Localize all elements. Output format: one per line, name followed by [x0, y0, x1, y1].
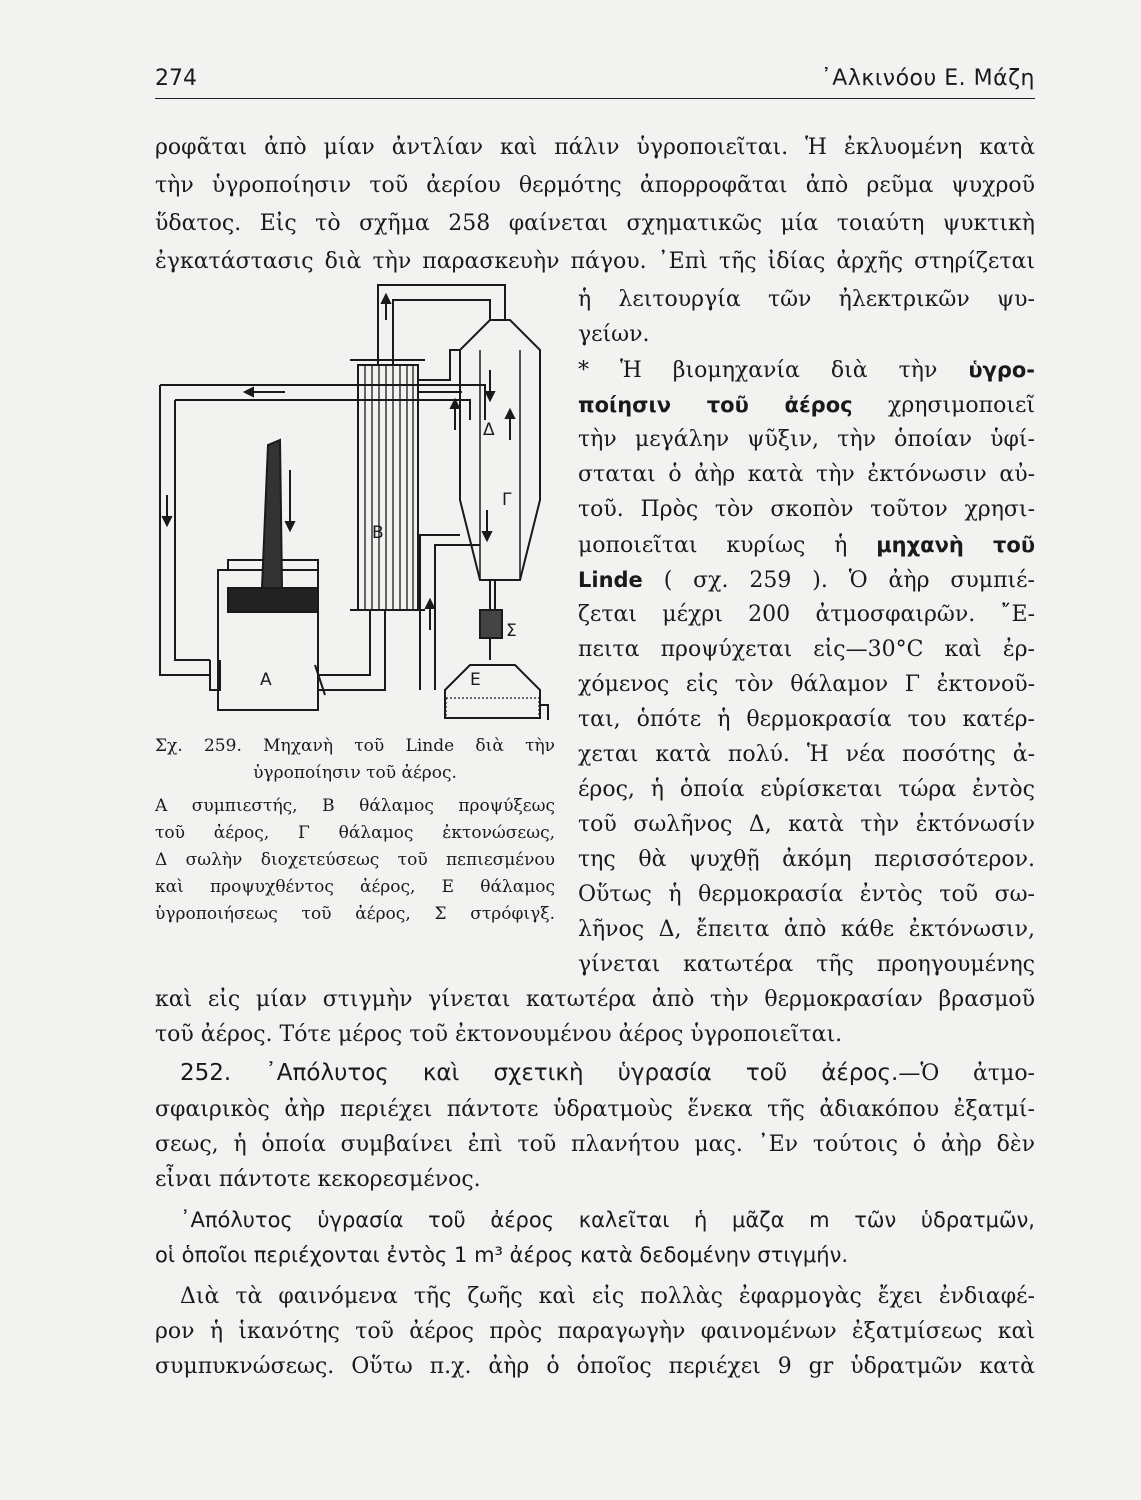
body-line: ἐγκατάστασις διὰ τὴν παρασκευὴν πάγου. ᾿Επὶ τῆς ἰδίας ἀρχῆς στηρίζεται	[155, 249, 1035, 274]
section-heading	[180, 1058, 1035, 1089]
arrow-head	[483, 532, 491, 540]
figure-caption-legend: Δ σωλὴν διοχετεύσεως τοῦ πεπιεσμένου	[155, 850, 555, 870]
arrow-head	[286, 522, 294, 530]
body-line: ροφᾶται ἀπὸ μίαν ἀντλίαν καὶ πάλιν ὑγροποιεῖται. Ἡ ἐκλυομένη κατὰ	[155, 135, 1035, 160]
column-line: ται, ὁπότε ἡ θερμοκρασία του κατέρ-	[578, 707, 1035, 732]
column-line: έρος, ἡ ὁποία εὑρίσκεται τώρα ἐντὸς	[578, 777, 1035, 802]
column-line: ζεται μέχρι 200 ἀτμοσφαιρῶν. ῎Ε-	[578, 602, 1035, 627]
label-compressor: A	[260, 670, 272, 690]
label-stopcock: Σ	[506, 621, 517, 641]
arrow-head	[382, 295, 390, 303]
outlet-tap	[540, 705, 548, 720]
column-line: χόμενος εἰς τὸν θάλαμον Γ ἐκτονοῦ-	[578, 672, 1035, 697]
arrow-head	[506, 410, 514, 418]
body-line: τὴν ὑγροποίησιν τοῦ ἀερίου θερμότης ἀπορροφᾶται ἀπὸ ρεῦμα ψυχροῦ	[155, 173, 1035, 198]
text-run: χρησιμοποιεῖ	[852, 393, 1036, 418]
arrow-head	[486, 392, 494, 400]
label-liquefaction-chamber: E	[470, 670, 481, 690]
stopcock-valve	[480, 610, 502, 638]
body-line: Διὰ τὰ φαινόμενα τῆς ζωῆς καὶ εἰς πολλὰς ἐφαρμογὰς ἔχει ἐνδιαφέ-	[180, 1284, 1035, 1309]
figure-caption-legend: καὶ προψυχθέντος ἀέρος, Ε θάλαμος	[155, 877, 555, 897]
arrow-head	[426, 600, 434, 608]
feed-pipe	[318, 610, 370, 675]
figure-caption-legend: Α συμπιεστής, Β θάλαμος προψύξεως	[155, 796, 555, 816]
running-head-author: ᾿Αλκινόου Ε. Μάζη	[820, 66, 1035, 91]
column-line	[578, 565, 1035, 596]
section-title-rest: —Ὁ ἀτμο-	[898, 1061, 1035, 1086]
liquefaction-chamber	[445, 665, 540, 718]
column-line: λῆνος Δ, ἔπειτα ἀπὸ κάθε ἐκτόνωσιν,	[578, 917, 1035, 942]
body-line: συμπυκνώσεως. Οὕτω π.χ. ἀὴρ ὁ ὁποῖος περιέχει 9 gr ὑδρατμῶν κατὰ	[155, 1354, 1035, 1379]
arrow-head	[245, 388, 253, 396]
precooling-chamber	[358, 365, 418, 610]
column-line: γίνεται κατωτέρα τῆς προηγουμένης	[578, 952, 1035, 977]
column-line: πειτα προψύχεται εἰς—30°C καὶ ἐρ-	[578, 637, 1035, 662]
bold-term: ὑγρο-	[968, 358, 1035, 382]
return-pipe-top-inner	[175, 400, 470, 420]
body-line: τοῦ ἀέρος. Τότε μέρος τοῦ ἐκτονουμένου ἀέρος ὑγροποιεῖται.	[155, 1022, 843, 1047]
figure-caption-legend: ὑγροποιήσεως τοῦ ἀέρος, Σ στρόφιγξ.	[155, 904, 555, 924]
label-precooling-chamber: B	[372, 523, 384, 543]
figure-caption-title-cont: ὑγροποίησιν τοῦ ἀέρος.	[253, 763, 457, 783]
column-line: τὴν μεγάλην ψῦξιν, τὴν ὁποίαν ὑφί-	[578, 427, 1035, 452]
figure-caption-legend: τοῦ ἀέρος, Γ θάλαμος ἐκτονώσεως,	[155, 823, 555, 843]
column-line	[578, 390, 1035, 421]
label-expansion-chamber: Γ	[502, 490, 512, 510]
bold-term: Linde	[578, 568, 643, 592]
column-line	[578, 530, 1035, 561]
arrow-head	[163, 517, 171, 525]
body-line: σεως, ἡ ὁποία συμβαίνει ἐπὶ τοῦ πλανήτου μας. ᾿Εν τούτοις ὁ ἀὴρ δὲν	[155, 1132, 1035, 1157]
body-line: ὕδατος. Εἰς τὸ σχῆμα 258 φαίνεται σχηματικῶς μία τοιαύτη ψυκτικὴ	[155, 211, 1035, 236]
compressor-piston	[228, 588, 318, 612]
definition-line: οἱ ὁποῖοι περιέχονται ἐντὸς 1 m³ ἀέρος κατὰ δεδομένην στιγμήν.	[155, 1243, 848, 1267]
down-pipe	[435, 545, 480, 690]
column-line: της θὰ ψυχθῇ ἀκόμη περισσότερον.	[578, 847, 1035, 872]
column-line: γείων.	[578, 322, 650, 347]
definition-line: ᾿Απόλυτος ὑγρασία τοῦ ἀέρος καλεῖται ἡ μᾶζα m τῶν ὑδρατμῶν,	[180, 1208, 1035, 1232]
liquid-air	[446, 698, 539, 718]
column-line: τοῦ. Πρὸς τὸν σκοπὸν τοῦτον χρησι-	[578, 497, 1035, 522]
text-run: ( σχ. 259 ). Ὁ ἀὴρ συμπιέ-	[642, 568, 1035, 593]
column-line: χεται κατὰ πολύ. Ἡ νέα ποσότης ἀ-	[578, 742, 1035, 767]
return-pipe-top	[160, 385, 485, 420]
bold-term: ποίησιν τοῦ ἀέρος	[578, 393, 853, 417]
return-pipe-left-inner	[175, 400, 210, 660]
body-line: εἶναι πάντοτε κεκορεσμένος.	[155, 1167, 481, 1192]
chamber-tubes	[365, 365, 413, 610]
top-pipe-inner	[393, 300, 490, 365]
label-delivery-tube: Δ	[483, 420, 495, 440]
expansion-chamber	[460, 320, 540, 580]
piston-rod	[262, 440, 282, 588]
down-pipe-inner	[420, 535, 460, 690]
column-line: σταται ὁ ἀὴρ κατὰ τὴν ἐκτόνωσιν αὐ-	[578, 462, 1035, 487]
linde-machine-diagram	[150, 280, 550, 730]
body-line: καὶ εἰς μίαν στιγμὴν γίνεται κατωτέρα ἀπὸ τὴν θερμοκρασίαν βρασμοῦ	[155, 987, 1035, 1012]
bold-term: μηχανὴ τοῦ	[876, 533, 1036, 557]
arrow-head	[451, 400, 459, 408]
figure-caption-title: Σχ. 259. Μηχανὴ τοῦ Linde διὰ τὴν	[155, 736, 555, 756]
body-line: σφαιρικὸς ἀὴρ περιέχει πάντοτε ὑδρατμοὺς ἕνεκα τῆς ἀδιακόπου ἐξατμί-	[155, 1097, 1035, 1122]
text-run: μοποιεῖται κυρίως ἡ	[578, 533, 877, 558]
feed-pipe-inner	[318, 610, 385, 690]
column-line: Οὕτως ἡ θερμοκρασία ἐντὸς τοῦ σω-	[578, 882, 1035, 907]
text-run: * Ἡ βιομηχανία διὰ τὴν	[578, 358, 969, 383]
column-line: τοῦ σωλῆνος Δ, κατὰ τὴν ἐκτόνωσίν	[578, 812, 1035, 837]
body-line: ρον ἡ ἱκανότης τοῦ ἀέρος πρὸς παραγωγὴν φαινομένων ἐξατμίσεως καὶ	[155, 1319, 1035, 1344]
page-number: 274	[155, 66, 197, 91]
chamber-flanges	[350, 360, 425, 610]
section-title: 252. ᾿Απόλυτος καὶ σχετικὴ ὑγρασία τοῦ ἀέρος.	[180, 1060, 899, 1086]
return-pipe-left	[160, 385, 210, 675]
column-line: ἡ λειτουργία τῶν ἠλεκτρικῶν ψυ-	[578, 287, 1035, 312]
running-header	[155, 62, 1035, 99]
column-line	[578, 355, 1035, 386]
riser-pipe	[418, 350, 460, 380]
